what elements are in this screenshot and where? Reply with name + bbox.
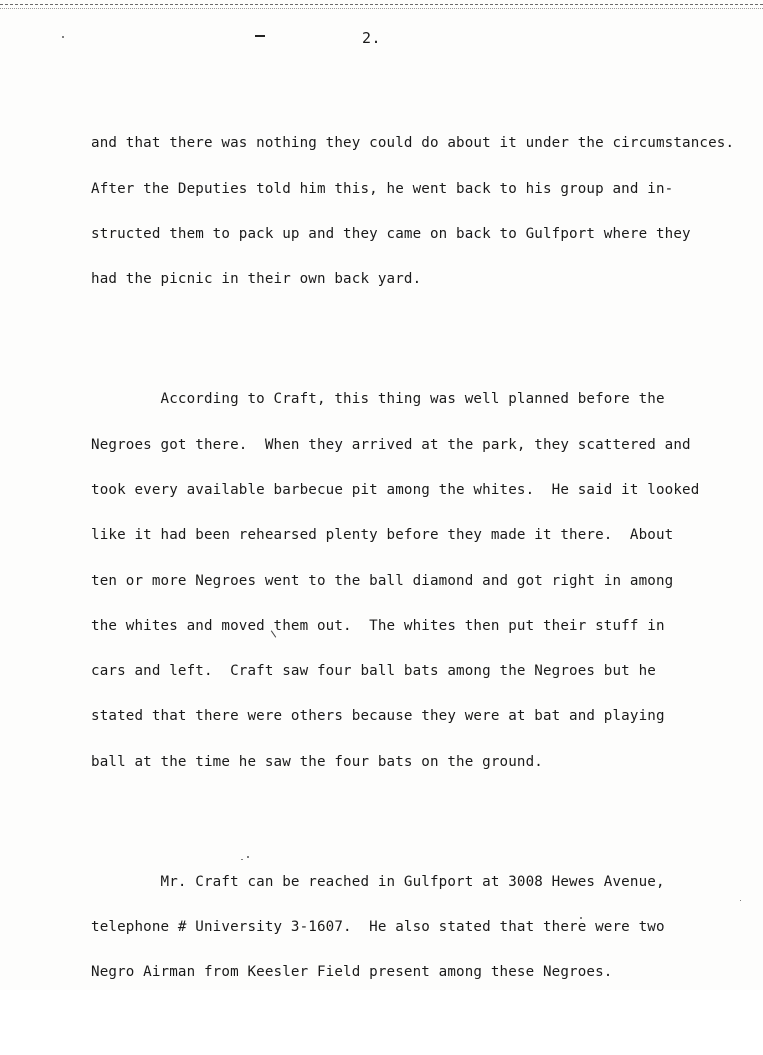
- text-line: took every available barbecue pit among the whites. He said it looked: [91, 481, 700, 498]
- paper-speck: [241, 859, 243, 860]
- paper-speck: [740, 900, 741, 901]
- text-line: cars and left. Craft saw four ball bats among the Negroes but he: [91, 663, 656, 680]
- text-line: telephone # University 3-1607. He also stated that there were two: [91, 919, 665, 936]
- paper-speck: [62, 36, 64, 38]
- paragraph-2: [91, 362, 761, 800]
- page-top-edge: [0, 4, 763, 5]
- text-line: and that there was nothing they could do about it under the circumstances.: [91, 135, 735, 152]
- paragraph-1: [91, 106, 761, 317]
- text-line: ball at the time he saw the four bats on the ground.: [91, 753, 543, 770]
- text-line: stated that there were others because they were at bat and playing: [91, 708, 665, 725]
- text-line: Mr. Craft can be reached in Gulfport at 3008 Hewes Avenue,: [91, 873, 665, 890]
- paper-speck: [580, 917, 582, 919]
- text-line: According to Craft, this thing was well planned before the: [91, 391, 665, 408]
- text-line: Negroes got there. When they arrived at the park, they scattered and: [91, 436, 691, 453]
- text-line: ten or more Negroes went to the ball diamond and got right in among: [91, 572, 674, 589]
- text-line: After the Deputies told him this, he went back to his group and in-: [91, 180, 674, 197]
- text-line: like it had been rehearsed plenty before they made it there. About: [91, 527, 674, 544]
- paper-speck: [247, 856, 249, 858]
- paragraph-3: [91, 845, 761, 1011]
- page-number: 2.: [362, 29, 382, 47]
- text-line: Negro Airman from Keesler Field present among these Negroes.: [91, 964, 613, 981]
- header-dash-mark: [255, 35, 265, 37]
- text-line: had the picnic in their own back yard.: [91, 271, 422, 288]
- text-line: the whites and moved them out. The whites then put their stuff in: [91, 617, 665, 634]
- page-top-edge-secondary: [0, 8, 763, 9]
- document-body: [91, 76, 761, 1055]
- text-line: structed them to pack up and they came on back to Gulfport where they: [91, 225, 691, 242]
